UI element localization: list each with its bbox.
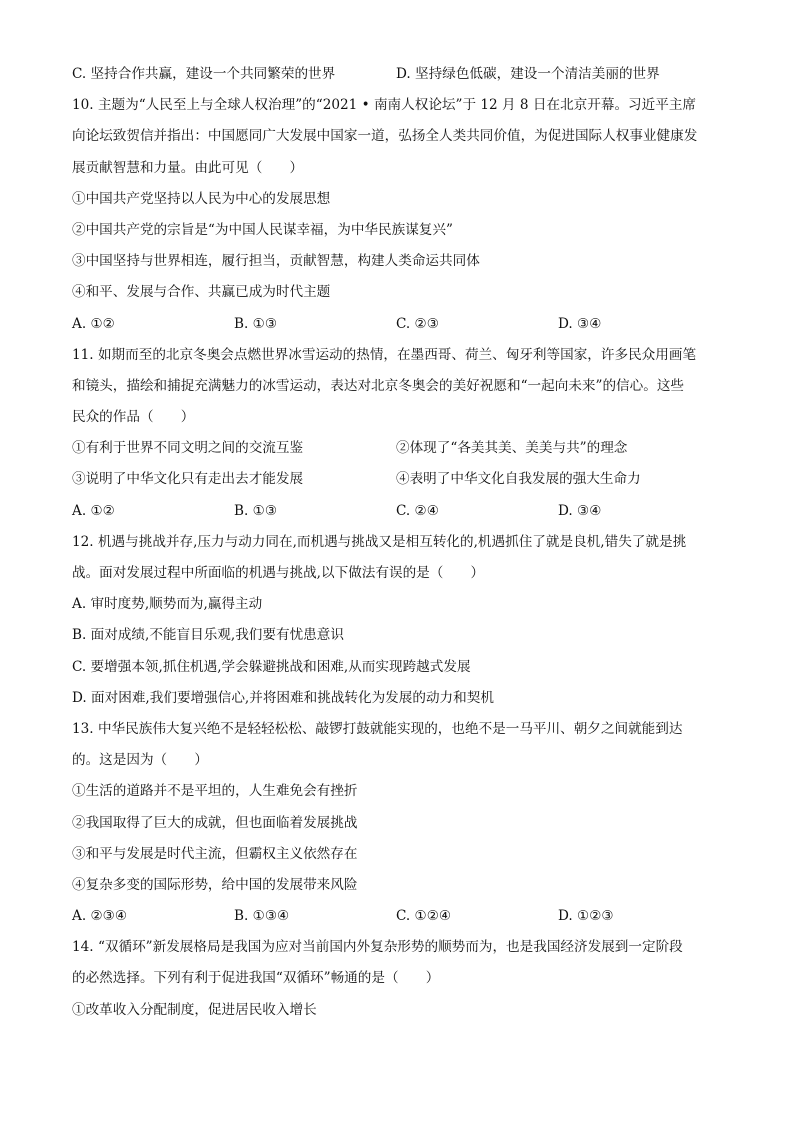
q13-statement-4: ④复杂多变的国际形势，给中国的发展带来风险	[72, 876, 358, 893]
q13-statement-2: ②我国取得了巨大的成就，但也面临着发展挑战	[72, 814, 358, 831]
q14-stem-line: 14. “双循环”新发展格局是我国为应对当前国内外复杂形势的顺势而为，也是我国经济发展到一定阶段	[72, 939, 683, 956]
q11-statement-1: ①有利于世界不同文明之间的交流互鉴	[72, 440, 304, 457]
q12-stem-line: 战。面对发展过程中所面临的机遇与挑战,以下做法有误的是（ ）	[72, 565, 485, 581]
question-14	[72, 936, 722, 1020]
q10-statement-1: ①中国共产党坚持以人民为中心的发展思想	[72, 190, 331, 207]
q10-stem-line: 向论坛致贺信并指出：中国愿同广大发展中国家一道，弘扬全人类共同价值，为促进国际人权事业健康发	[72, 128, 698, 145]
q11-option-d[interactable]: D. ③④	[558, 502, 602, 519]
q10-option-c[interactable]: C. ②③	[396, 315, 439, 332]
q13-options	[72, 905, 722, 927]
q10-option-b[interactable]: B. ①③	[234, 315, 278, 332]
q11-option-a[interactable]: A. ①②	[72, 502, 115, 519]
question-10	[72, 94, 722, 334]
q13-statement-1: ①生活的道路并不是平坦的，人生难免会有挫折	[72, 783, 358, 800]
q12-option-b[interactable]: B. 面对成绩,不能盲目乐观,我们要有忧患意识	[72, 627, 344, 644]
q11-statement-2: ②体现了“各美其美、美美与共”的理念	[396, 440, 628, 457]
q11-statement-4: ④表明了中华文化自我发展的强大生命力	[396, 471, 641, 488]
q13-stem-line: 的。这是因为（ ）	[72, 752, 208, 769]
q13-statement-3: ③和平与发展是时代主流，但霸权主义依然存在	[72, 845, 358, 862]
q11-stem-line: 和镜头，描绘和捕捉充满魅力的冰雪运动，表达对北京冬奥会的美好祝愿和“一起向未来”的信心。这些	[72, 377, 685, 394]
q14-stem-line: 的必然选择。下列有利于促进我国“双循环”畅通的是（ ）	[72, 970, 440, 987]
exam-page	[72, 63, 722, 1030]
q10-options	[72, 313, 722, 335]
question-13	[72, 718, 722, 927]
q13-option-c[interactable]: C. ①②④	[396, 908, 452, 925]
q11-statements-row-2	[72, 468, 722, 490]
q10-statement-3: ③中国坚持与世界相连，履行担当，贡献智慧，构建人类命运共同体	[72, 253, 480, 270]
q9-option-d[interactable]: D. 坚持绿色低碳，建设一个清洁美丽的世界	[396, 66, 660, 82]
q11-options	[72, 500, 722, 522]
q13-option-b[interactable]: B. ①③④	[234, 908, 290, 925]
q12-stem-line: 12. 机遇与挑战并存,压力与动力同在,而机遇与挑战又是相互转化的,机遇抓住了就是良机,错失了就是挑	[72, 533, 687, 550]
q11-option-b[interactable]: B. ①③	[234, 502, 278, 519]
question-11	[72, 344, 722, 522]
q10-statement-2: ②中国共产党的宗旨是“为中国人民谋幸福，为中华民族谋复兴”	[72, 221, 453, 238]
q10-statement-4: ④和平、发展与合作、共赢已成为时代主题	[72, 284, 331, 301]
q12-option-a[interactable]: A. 审时度势,顺势而为,赢得主动	[72, 596, 263, 613]
q10-option-d[interactable]: D. ③④	[558, 315, 602, 332]
q10-stem-line: 10. 主题为“人民至上与全球人权治理”的“2021 • 南南人权论坛”于 12 月 8 日在北京开幕。习近平主席	[72, 97, 697, 114]
q11-stem-line: 11. 如期而至的北京冬奥会点燃世界冰雪运动的热情，在墨西哥、荷兰、匈牙利等国家，许多民众用画笔	[72, 346, 697, 363]
question-12	[72, 531, 722, 709]
q12-option-d[interactable]: D. 面对困难,我们要增强信心,并将困难和挑战转化为发展的动力和契机	[72, 689, 494, 706]
q11-statement-3: ③说明了中华文化只有走出去才能发展	[72, 471, 304, 488]
q14-statement-1: ①改革收入分配制度，促进居民收入增长	[72, 1001, 317, 1018]
q11-statements-row-1	[72, 437, 722, 459]
q9-options	[72, 63, 722, 85]
q10-option-a[interactable]: A. ①②	[72, 315, 115, 332]
q11-stem-line: 民众的作品（ ）	[72, 409, 195, 426]
q11-option-c[interactable]: C. ②④	[396, 502, 439, 519]
q13-stem-line: 13. 中华民族伟大复兴绝不是轻轻松松、敲锣打鼓就能实现的，也绝不是一马平川、朝夕之间就能到达	[72, 720, 683, 737]
q13-option-a[interactable]: A. ②③④	[72, 908, 128, 925]
q13-option-d[interactable]: D. ①②③	[558, 908, 614, 925]
q9-option-c[interactable]: C. 坚持合作共赢，建设一个共同繁荣的世界	[72, 66, 336, 82]
q12-option-c[interactable]: C. 要增强本领,抓住机遇,学会躲避挑战和困难,从而实现跨越式发展	[72, 658, 471, 675]
q10-stem-line: 展贡献智慧和力量。由此可见（ ）	[72, 159, 304, 176]
